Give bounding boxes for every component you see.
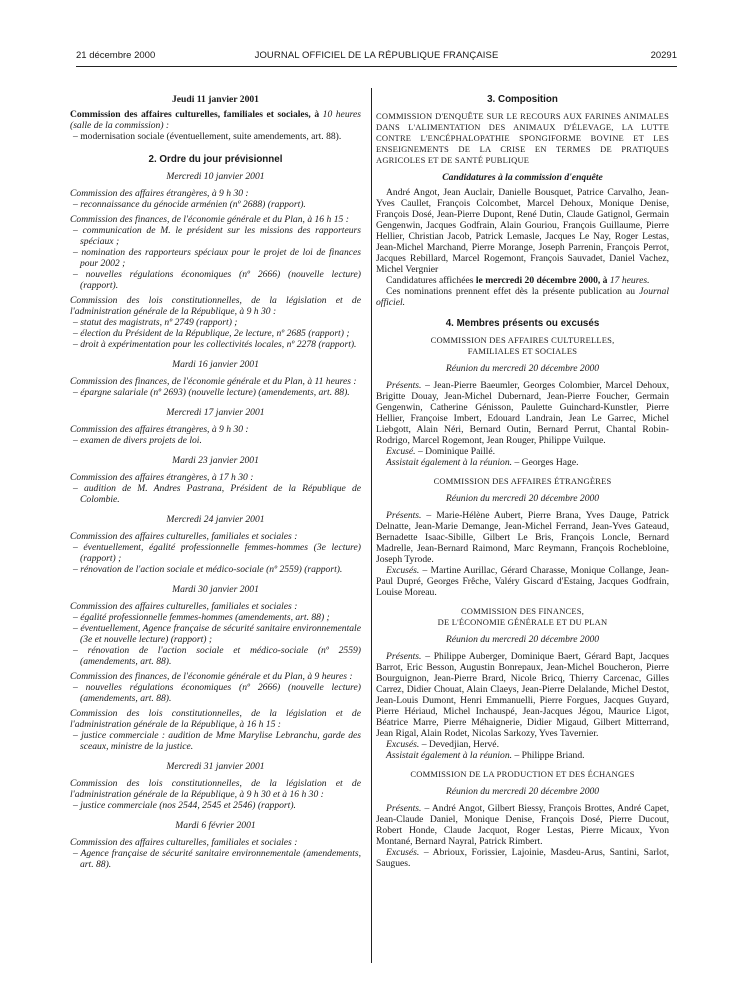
column-divider <box>371 88 372 963</box>
agenda-commission: Commission des affaires culturelles, familiales et sociales : <box>70 601 298 612</box>
meeting-date: Réunion du mercredi 20 décembre 2000 <box>445 363 600 374</box>
attendance-label: Assistait également à la réunion. <box>386 457 513 468</box>
attendance-present <box>376 651 669 739</box>
agenda-item: – nouvelles régulations économiques (nº 2666) (nouvelle lecture) (rapport). <box>73 269 361 291</box>
agenda-item: – égalité professionnelle femmes-hommes (amendements, art. 88) ; <box>73 612 330 623</box>
attendance-label: Présents. <box>386 380 422 391</box>
section-title-composition: 3. Composition <box>487 94 558 105</box>
agenda-item: – reconnaissance du génocide arménien (nº 2688) (rapport). <box>73 199 306 210</box>
attendance-label: Présents. <box>386 651 422 662</box>
agenda-item: – épargne salariale (nº 2693) (nouvelle lecture) (amendements, art. 88). <box>73 387 350 398</box>
day-heading: Mercredi 24 janvier 2001 <box>166 514 265 525</box>
attendance-present <box>376 803 669 847</box>
attendance-names: – Jean-Pierre Baeumler, Georges Colombier, Marcel Dehoux, Brigitte Douay, Jean-Michel Dubernard, Jean-Pierre Foucher, Germain Gengenwin, Catherine Génisson, Paulette Guinchard-Kunstler, Pierre Hellier, Françoise Imbert, Edouard Landrain, Jean Le Garrec, Michel Liebgott, Alain Néri, Bernard Outin, Bernard Perrut, Chantal Robin-Rodrigo, Marcel Rogemont, Jean Rouger, Philippe Vuilque. <box>376 380 669 446</box>
header-date: 21 décembre 2000 <box>76 50 156 61</box>
agenda-item: – examen de divers projets de loi. <box>73 435 202 446</box>
day-heading: Mardi 16 janvier 2001 <box>172 359 259 370</box>
attendance-label: Excusés. <box>386 739 420 750</box>
section-title-ordre-du-jour: 2. Ordre du jour prévisionnel <box>148 154 283 165</box>
attendance-names: – Abrioux, Forissier, Lajoinie, Masdeu-Arus, Santini, Sarlot, Saugues. <box>376 847 669 869</box>
day-heading: Jeudi 11 janvier 2001 <box>172 94 259 105</box>
agenda-item: – communication de M. le président sur les missions des rapporteurs spéciaux ; <box>73 225 361 247</box>
agenda-item: – nomination des rapporteurs spéciaux pour le projet de loi de finances pour 2002 ; <box>73 247 361 269</box>
left-column <box>70 94 361 870</box>
agenda-item: – justice commerciale (nos 2544, 2545 et 2546) (rapport). <box>73 800 296 811</box>
agenda-item: – Agence française de sécurité sanitaire environnementale (amendements, art. 88). <box>73 848 361 870</box>
right-column <box>376 94 669 869</box>
attendance-names: – Marie-Hélène Aubert, Pierre Brana, Yves Dauge, Patrick Delnatte, Jean-Marie Demange, Jean-Michel Ferrand, Jean-Yves Gateaud, Bernadette Isaac-Sibille, Gilbert Le Bris, François Loncle, Bernard Madrelle, Jean-Bernard Raimond, Marc Reymann, François Rochebloine, Joseph Tyrode. <box>376 510 669 565</box>
agenda-commission: Commission des finances, de l'économie générale et du Plan, à 16 h 15 : <box>70 214 349 225</box>
commission-heading: COMMISSION DE LA PRODUCTION ET DES ÉCHANGES <box>410 769 635 779</box>
attendance-present <box>376 380 669 446</box>
agenda-commission: Commission des finances, de l'économie générale et du Plan, à 11 heures : <box>70 376 357 387</box>
agenda-item: – éventuellement, Agence française de sécurité sanitaire environnementale (3e et nouvelle lecture) (rapport) ; <box>73 623 361 645</box>
nominations-notice <box>376 286 669 308</box>
commission-time: 10 heures (salle de la commission) : <box>70 109 361 131</box>
attendance-names: – Devedjian, Hervé. <box>419 739 499 750</box>
commission-heading: COMMISSION DES AFFAIRES ÉTRANGÈRES <box>433 476 612 486</box>
attendance-guest <box>376 750 669 761</box>
agenda-item: – élection du Président de la République, 2e lecture, nº 2685 (rapport) ; <box>73 328 350 339</box>
nominations-journal: Journal officiel. <box>376 286 669 308</box>
commission-heading: COMMISSION DES AFFAIRES CULTURELLES, <box>430 335 615 345</box>
attendance-names: – André Angot, Gilbert Biessy, François Brottes, André Capet, Jean-Claude Daniel, Monique Denise, François Dosé, Pierre Ducout, Robert Honde, Claude Jacquot, Roger Lestas, Pierre Micaux, Yvon Montané, Bernard Nayral, Patrick Rimbert. <box>376 803 669 847</box>
agenda-commission: Commission des affaires étrangères, à 9 h 30 : <box>70 188 249 199</box>
agenda-commission: Commission des finances, de l'économie générale et du Plan, à 9 heures : <box>70 671 353 682</box>
day-heading: Mercredi 10 janvier 2001 <box>166 171 265 182</box>
agenda-commission: Commission des lois constitutionnelles, de la législation et de l'administration générale de la République, à 16 h 15 : <box>70 708 361 730</box>
commission-heading: COMMISSION DES FINANCES, <box>460 606 585 616</box>
notice-time: 17 heures. <box>607 275 650 286</box>
agenda-commission: Commission des lois constitutionnelles, de la législation et de l'administration générale de la République, à 9 h 30 et à 16 h 30 : <box>70 778 361 800</box>
agenda-item: – modernisation sociale (éventuellement, suite amendements, art. 88). <box>73 131 342 142</box>
day-heading: Mercredi 17 janvier 2001 <box>166 407 265 418</box>
agenda-item: – droit à expérimentation pour les collectivités locales, nº 2278 (rapport). <box>73 339 357 350</box>
agenda-item: – statut des magistrats, nº 2749 (rapport) ; <box>73 317 238 328</box>
attendance-label: Assistait également à la réunion. <box>386 750 513 761</box>
header-rule <box>76 66 677 67</box>
agenda-commission <box>70 109 361 131</box>
attendance-present <box>376 510 669 565</box>
meeting-date: Réunion du mercredi 20 décembre 2000 <box>445 493 600 504</box>
nominations-text: Ces nominations prennent effet dès la présente publication au <box>386 286 640 297</box>
day-heading: Mardi 30 janvier 2001 <box>172 584 259 595</box>
commission-name: Commission des affaires culturelles, familiales et sociales, à <box>70 109 320 120</box>
attendance-label: Excusés. <box>386 565 420 576</box>
commission-heading: FAMILIALES ET SOCIALES <box>467 346 578 356</box>
agenda-item: – justice commerciale : audition de Mme Marylise Lebranchu, garde des sceaux, ministre de la justice. <box>73 730 361 752</box>
attendance-label: Présents. <box>386 803 422 814</box>
agenda-item: – rénovation de l'action sociale et médico-sociale (nº 2559) (rapport). <box>73 564 343 575</box>
day-heading: Mercredi 31 janvier 2001 <box>166 761 265 772</box>
attendance-names: – Dominique Paillé. <box>415 446 495 457</box>
agenda-commission: Commission des affaires culturelles, familiales et sociales : <box>70 837 298 848</box>
attendance-excused <box>376 565 669 598</box>
agenda-item: – éventuellement, égalité professionnelle femmes-hommes (3e lecture) (rapport) ; <box>73 542 361 564</box>
attendance-label: Présents. <box>386 510 422 521</box>
header-page-number: 20291 <box>650 50 677 61</box>
agenda-item: – nouvelles régulations économiques (nº 2666) (nouvelle lecture) (amendements, art. 88). <box>73 682 361 704</box>
agenda-commission: Commission des affaires étrangères, à 17 h 30 : <box>70 472 254 483</box>
meeting-date: Réunion du mercredi 20 décembre 2000 <box>445 786 600 797</box>
header-journal-title: JOURNAL OFFICIEL DE LA RÉPUBLIQUE FRANÇAISE <box>254 50 499 61</box>
page-header <box>76 50 677 63</box>
notice-text: Candidatures affichées <box>386 275 476 286</box>
attendance-label: Excusés. <box>386 847 420 858</box>
commission-enquete-title: COMMISSION D'ENQUÊTE SUR LE RECOURS AUX FARINES ANIMALES DANS L'ALIMENTATION DES ANIMAUX D'ÉLEVAGE, LA LUTTE CONTRE L'ENCÉPHALOPATHIE SPONGIFORME BOVINE ET LES ENSEIGNEMENTS DE LA CRISE EN TERMES DE PRATIQUES AGRICOLES ET DE SANTÉ PUBLIQUE <box>376 111 669 165</box>
agenda-commission: Commission des affaires étrangères, à 9 h 30 : <box>70 424 249 435</box>
attendance-names: – Georges Hage. <box>512 457 579 468</box>
attendance-guest <box>376 457 669 468</box>
day-heading: Mardi 6 février 2001 <box>175 820 256 831</box>
attendance-excused <box>376 847 669 869</box>
candidatures-title: Candidatures à la commission d'enquête <box>442 172 603 183</box>
attendance-label: Excusé. <box>386 446 416 457</box>
agenda-item: – audition de M. Andres Pastrana, Président de la République de Colombie. <box>73 483 361 505</box>
meeting-date: Réunion du mercredi 20 décembre 2000 <box>445 634 600 645</box>
attendance-excused <box>376 739 669 750</box>
agenda-commission: Commission des affaires culturelles, familiales et sociales : <box>70 531 298 542</box>
candidatures-list: André Angot, Jean Auclair, Danielle Bousquet, Patrice Carvalho, Jean-Yves Caullet, François Colcombet, Marcel Dehoux, Monique Denise, François Dosé, Jean-Pierre Dupont, René Dutin, Claude Gatignol, Germain Gengenwin, Jacques Godfrain, Alain Gouriou, François Guillaume, Pierre Hellier, Christian Jacob, Patrick Lemasle, Jacques Le Nay, Roger Lestas, Jean-Michel Marchand, Pierre Morange, Joseph Parrenin, François Perrot, Jacques Rebillard, Marcel Rogemont, François Sauvadet, Daniel Vachez, Michel Vergnier <box>376 187 669 275</box>
attendance-excused <box>376 446 669 457</box>
day-heading: Mardi 23 janvier 2001 <box>172 455 259 466</box>
agenda-item: – rénovation de l'action sociale et médico-sociale (nº 2559) (amendements, art. 88). <box>73 645 361 667</box>
attendance-names: – Philippe Briand. <box>512 750 585 761</box>
candidatures-notice <box>376 275 669 286</box>
attendance-names: – Philippe Auberger, Dominique Baert, Gérard Bapt, Jacques Barrot, Eric Besson, Augustin Bonrepaux, Jean-Michel Boucheron, Pierre Bourguignon, Jean-Pierre Brard, Nicole Bricq, Thierry Carcenac, Gilles Carrez, Didier Chouat, Alain Claeys, Jean-Pierre Delalande, Michel Destot, Jean-Louis Dumont, Henri Emmanuelli, Pierre Forgues, Jacques Guyard, Pierre Hériaud, Michel Inchauspé, Jean-Jacques Jégou, Maurice Ligot, Béatrice Marre, Pierre Méhaignerie, Didier Migaud, Gilbert Mitterrand, Jean Rigal, Alain Rodet, Nicolas Sarkozy, Yves Tavernier. <box>376 651 669 739</box>
notice-date: le mercredi 20 décembre 2000, à <box>475 275 608 286</box>
attendance-names: – Martine Aurillac, Gérard Charasse, Monique Collange, Jean-Paul Dupré, Georges Frêche, Valéry Giscard d'Estaing, Jacques Godfrain, Louise Moreau. <box>376 565 669 598</box>
agenda-commission: Commission des lois constitutionnelles, de la législation et de l'administration générale de la République, à 9 h 30 : <box>70 295 361 317</box>
commission-heading: DE L'ÉCONOMIE GÉNÉRALE ET DU PLAN <box>437 617 608 627</box>
section-title-membres: 4. Membres présents ou excusés <box>445 318 600 329</box>
